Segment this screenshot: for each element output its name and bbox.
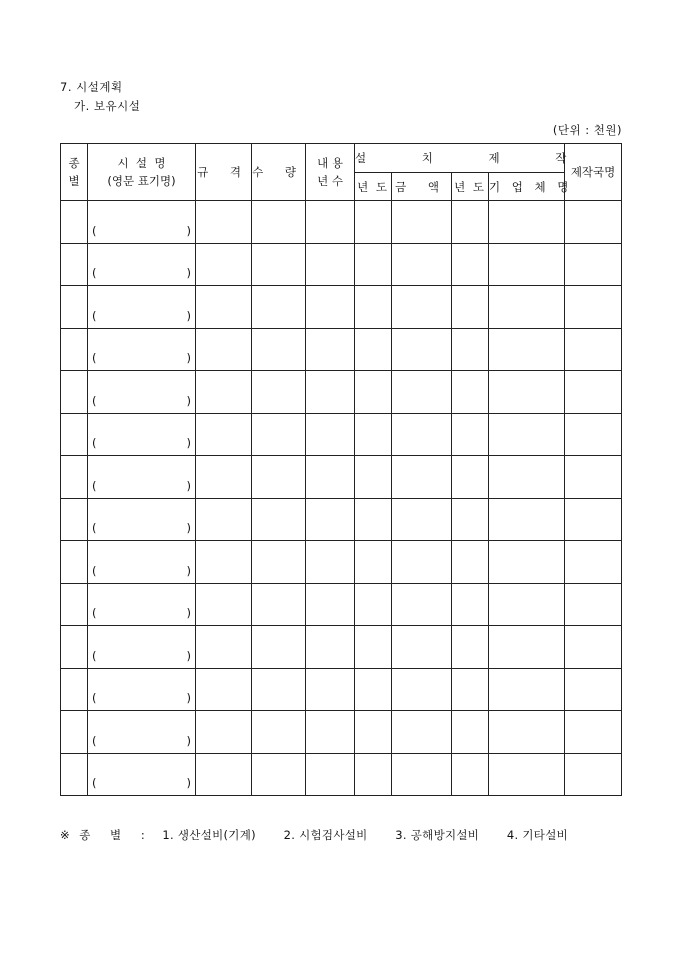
table-cell[interactable] <box>355 626 392 669</box>
header-facility-name-line1: 시 설 명 <box>117 156 166 170</box>
table-cell[interactable] <box>565 753 622 796</box>
table-cell[interactable] <box>196 541 252 584</box>
table-cell[interactable] <box>252 626 306 669</box>
footnote <box>60 827 592 843</box>
table-row <box>61 583 622 626</box>
facility-name-cell[interactable] <box>88 371 196 414</box>
table-cell[interactable] <box>489 583 565 626</box>
table-cell[interactable] <box>306 626 355 669</box>
table-cell[interactable] <box>196 243 252 286</box>
footnote-item: 3. 공해방지설비 <box>395 828 480 842</box>
table-cell[interactable] <box>452 371 489 414</box>
table-cell[interactable] <box>489 286 565 329</box>
table-cell[interactable] <box>565 541 622 584</box>
table-cell[interactable] <box>355 201 392 244</box>
header-country: 제작국명 <box>565 144 622 201</box>
table-cell[interactable] <box>355 541 392 584</box>
table-cell[interactable] <box>565 371 622 414</box>
facility-table <box>60 143 622 796</box>
table-cell[interactable] <box>392 371 452 414</box>
table-cell[interactable] <box>306 541 355 584</box>
facility-name-cell[interactable] <box>88 626 196 669</box>
paren-close: ) <box>186 563 191 578</box>
header-company: 기 업 체 명 <box>489 173 565 201</box>
footnote-item: 1. 생산설비(기계) <box>162 828 256 842</box>
header-make-year: 년 도 <box>452 173 489 201</box>
table-cell[interactable] <box>392 626 452 669</box>
table-cell[interactable] <box>252 328 306 371</box>
paren-open: ( <box>92 776 97 790</box>
table-cell[interactable] <box>196 498 252 541</box>
table-cell[interactable] <box>565 456 622 499</box>
facility-name-cell[interactable] <box>88 498 196 541</box>
table-cell[interactable] <box>306 201 355 244</box>
table-cell[interactable] <box>452 753 489 796</box>
table-cell[interactable] <box>489 541 565 584</box>
table-cell[interactable] <box>196 413 252 456</box>
table-row <box>61 328 622 371</box>
header-type-line2: 별 <box>68 174 80 188</box>
paren-close: ) <box>186 521 191 535</box>
paren-open: ( <box>92 351 97 365</box>
table-body <box>61 201 622 796</box>
table-cell[interactable] <box>452 328 489 371</box>
table-cell[interactable] <box>452 541 489 584</box>
table-cell[interactable] <box>489 413 565 456</box>
table-cell[interactable] <box>489 328 565 371</box>
paren-close: ) <box>186 223 191 238</box>
table-cell[interactable] <box>565 413 622 456</box>
table-cell[interactable] <box>565 286 622 329</box>
table-row <box>61 668 622 711</box>
table-cell[interactable] <box>565 201 622 244</box>
paren-open: ( <box>92 266 97 280</box>
paren-open: ( <box>92 691 97 705</box>
table-row <box>61 498 622 541</box>
facility-name-cell[interactable] <box>88 753 196 796</box>
footnote-item: 4. 기타설비 <box>506 828 569 842</box>
facility-name-cell[interactable] <box>88 541 196 584</box>
table-cell[interactable] <box>306 371 355 414</box>
facility-name-cell[interactable] <box>88 413 196 456</box>
table-cell[interactable] <box>392 541 452 584</box>
paren-open: ( <box>92 606 97 620</box>
header-lifespan-line1: 내 용 <box>317 156 343 170</box>
table-cell[interactable] <box>306 413 355 456</box>
table-cell[interactable] <box>306 711 355 754</box>
paren-close: ) <box>186 478 191 493</box>
table-cell[interactable] <box>452 286 489 329</box>
paren-close: ) <box>186 436 191 450</box>
table-cell[interactable] <box>489 711 565 754</box>
table-cell[interactable] <box>489 668 565 711</box>
header-facility-name-line2: (영문 표기명) <box>107 174 176 188</box>
facility-name-cell[interactable] <box>88 201 196 244</box>
table-cell[interactable] <box>565 583 622 626</box>
table-cell[interactable] <box>196 711 252 754</box>
table-row <box>61 626 622 669</box>
table-cell[interactable] <box>489 201 565 244</box>
table-row <box>61 286 622 329</box>
table-cell[interactable] <box>252 201 306 244</box>
table-cell[interactable] <box>565 711 622 754</box>
table-cell[interactable] <box>355 668 392 711</box>
table-cell[interactable] <box>355 286 392 329</box>
paren-close: ) <box>186 691 191 705</box>
table-cell[interactable] <box>565 668 622 711</box>
table-cell[interactable] <box>489 371 565 414</box>
facility-name-cell[interactable] <box>88 456 196 499</box>
table-cell[interactable] <box>196 286 252 329</box>
table-cell[interactable] <box>565 328 622 371</box>
paren-open: ( <box>92 478 97 493</box>
table-cell[interactable] <box>392 668 452 711</box>
paren-open: ( <box>92 308 97 323</box>
table-cell[interactable] <box>61 626 88 669</box>
table-cell[interactable] <box>392 753 452 796</box>
table-cell[interactable] <box>355 371 392 414</box>
table-cell[interactable] <box>452 626 489 669</box>
table-cell[interactable] <box>61 498 88 541</box>
table-cell[interactable] <box>61 668 88 711</box>
paren-open: ( <box>92 223 97 238</box>
header-quantity: 수 량 <box>252 144 306 201</box>
table-cell[interactable] <box>306 753 355 796</box>
table-cell[interactable] <box>196 456 252 499</box>
paren-close: ) <box>186 648 191 663</box>
table-cell[interactable] <box>355 456 392 499</box>
table-cell[interactable] <box>306 456 355 499</box>
table-row <box>61 753 622 796</box>
paren-open: ( <box>92 733 97 748</box>
table-cell[interactable] <box>196 668 252 711</box>
table-cell[interactable] <box>306 498 355 541</box>
table-cell[interactable] <box>565 626 622 669</box>
table-cell[interactable] <box>252 753 306 796</box>
table-cell[interactable] <box>196 626 252 669</box>
table-cell[interactable] <box>565 498 622 541</box>
table-cell[interactable] <box>252 456 306 499</box>
header-lifespan <box>306 144 355 201</box>
header-installation: 설 치 제 작 <box>355 144 565 173</box>
table-cell[interactable] <box>355 328 392 371</box>
header-type-line1: 종 <box>68 156 80 170</box>
table-cell[interactable] <box>252 498 306 541</box>
table-cell[interactable] <box>355 498 392 541</box>
table-cell[interactable] <box>61 371 88 414</box>
header-install-year: 년 도 <box>355 173 392 201</box>
footnote-label: 종 별 : <box>79 828 153 842</box>
table-cell[interactable] <box>489 498 565 541</box>
section-heading: 7. 시설계획 <box>60 80 123 94</box>
table-cell[interactable] <box>61 286 88 329</box>
paren-close: ) <box>186 733 191 748</box>
table-cell[interactable] <box>61 456 88 499</box>
paren-close: ) <box>186 266 191 280</box>
table-cell[interactable] <box>252 413 306 456</box>
facility-name-cell[interactable] <box>88 286 196 329</box>
table-row <box>61 541 622 584</box>
table-row <box>61 711 622 754</box>
table-cell[interactable] <box>306 286 355 329</box>
table-cell[interactable] <box>452 413 489 456</box>
header-spec: 규 격 <box>196 144 252 201</box>
table-cell[interactable] <box>252 711 306 754</box>
paren-open: ( <box>92 563 97 578</box>
table-cell[interactable] <box>392 201 452 244</box>
table-cell[interactable] <box>452 456 489 499</box>
table-cell[interactable] <box>252 541 306 584</box>
table-row <box>61 371 622 414</box>
table-cell[interactable] <box>61 201 88 244</box>
table-cell[interactable] <box>61 243 88 286</box>
table-cell[interactable] <box>392 456 452 499</box>
table-cell[interactable] <box>489 243 565 286</box>
footnote-mark: ※ <box>60 828 70 842</box>
table-cell[interactable] <box>452 583 489 626</box>
paren-close: ) <box>186 308 191 323</box>
table-cell[interactable] <box>355 413 392 456</box>
table-cell[interactable] <box>306 668 355 711</box>
table-cell[interactable] <box>452 201 489 244</box>
table-cell[interactable] <box>252 583 306 626</box>
header-lifespan-line2: 년 수 <box>317 174 343 188</box>
paren-open: ( <box>92 393 97 408</box>
paren-close: ) <box>186 606 191 620</box>
table-cell[interactable] <box>452 243 489 286</box>
table-cell[interactable] <box>489 456 565 499</box>
table-cell[interactable] <box>196 371 252 414</box>
table-cell[interactable] <box>306 328 355 371</box>
table-cell[interactable] <box>252 371 306 414</box>
paren-close: ) <box>186 776 191 790</box>
unit-note: (단위 : 천원) <box>552 123 622 137</box>
table-cell[interactable] <box>196 753 252 796</box>
table-cell[interactable] <box>355 583 392 626</box>
table-cell[interactable] <box>392 583 452 626</box>
table-cell[interactable] <box>489 626 565 669</box>
table-row <box>61 243 622 286</box>
footnote-item: 2. 시험검사설비 <box>283 828 368 842</box>
table-row <box>61 456 622 499</box>
facility-name-cell[interactable] <box>88 243 196 286</box>
header-amount: 금 액 <box>392 173 452 201</box>
facility-name-cell[interactable] <box>88 711 196 754</box>
table-cell[interactable] <box>392 498 452 541</box>
table-cell[interactable] <box>61 583 88 626</box>
header-type <box>61 144 88 201</box>
header-facility-name <box>88 144 196 201</box>
table-cell[interactable] <box>355 243 392 286</box>
section-subheading: 가. 보유시설 <box>74 99 141 113</box>
paren-open: ( <box>92 648 97 663</box>
table-cell[interactable] <box>392 286 452 329</box>
table-cell[interactable] <box>392 413 452 456</box>
table-cell[interactable] <box>392 328 452 371</box>
table-cell[interactable] <box>452 711 489 754</box>
table-cell[interactable] <box>61 413 88 456</box>
table-cell[interactable] <box>252 286 306 329</box>
table-cell[interactable] <box>355 711 392 754</box>
facility-name-cell[interactable] <box>88 328 196 371</box>
table-cell[interactable] <box>489 753 565 796</box>
table-cell[interactable] <box>565 243 622 286</box>
facility-name-cell[interactable] <box>88 668 196 711</box>
table-cell[interactable] <box>252 668 306 711</box>
table-cell[interactable] <box>61 328 88 371</box>
paren-open: ( <box>92 436 97 450</box>
facility-name-cell[interactable] <box>88 583 196 626</box>
table-row <box>61 201 622 244</box>
table-cell[interactable] <box>196 583 252 626</box>
table-cell[interactable] <box>61 711 88 754</box>
paren-close: ) <box>186 393 191 408</box>
table-cell[interactable] <box>252 243 306 286</box>
table-cell[interactable] <box>306 583 355 626</box>
paren-open: ( <box>92 521 97 535</box>
table-cell[interactable] <box>61 753 88 796</box>
table-cell[interactable] <box>452 668 489 711</box>
table-cell[interactable] <box>196 328 252 371</box>
paren-close: ) <box>186 351 191 365</box>
table-cell[interactable] <box>392 711 452 754</box>
table-cell[interactable] <box>355 753 392 796</box>
table-cell[interactable] <box>306 243 355 286</box>
table-row <box>61 413 622 456</box>
table-cell[interactable] <box>196 201 252 244</box>
table-cell[interactable] <box>392 243 452 286</box>
table-cell[interactable] <box>61 541 88 584</box>
table-cell[interactable] <box>452 498 489 541</box>
